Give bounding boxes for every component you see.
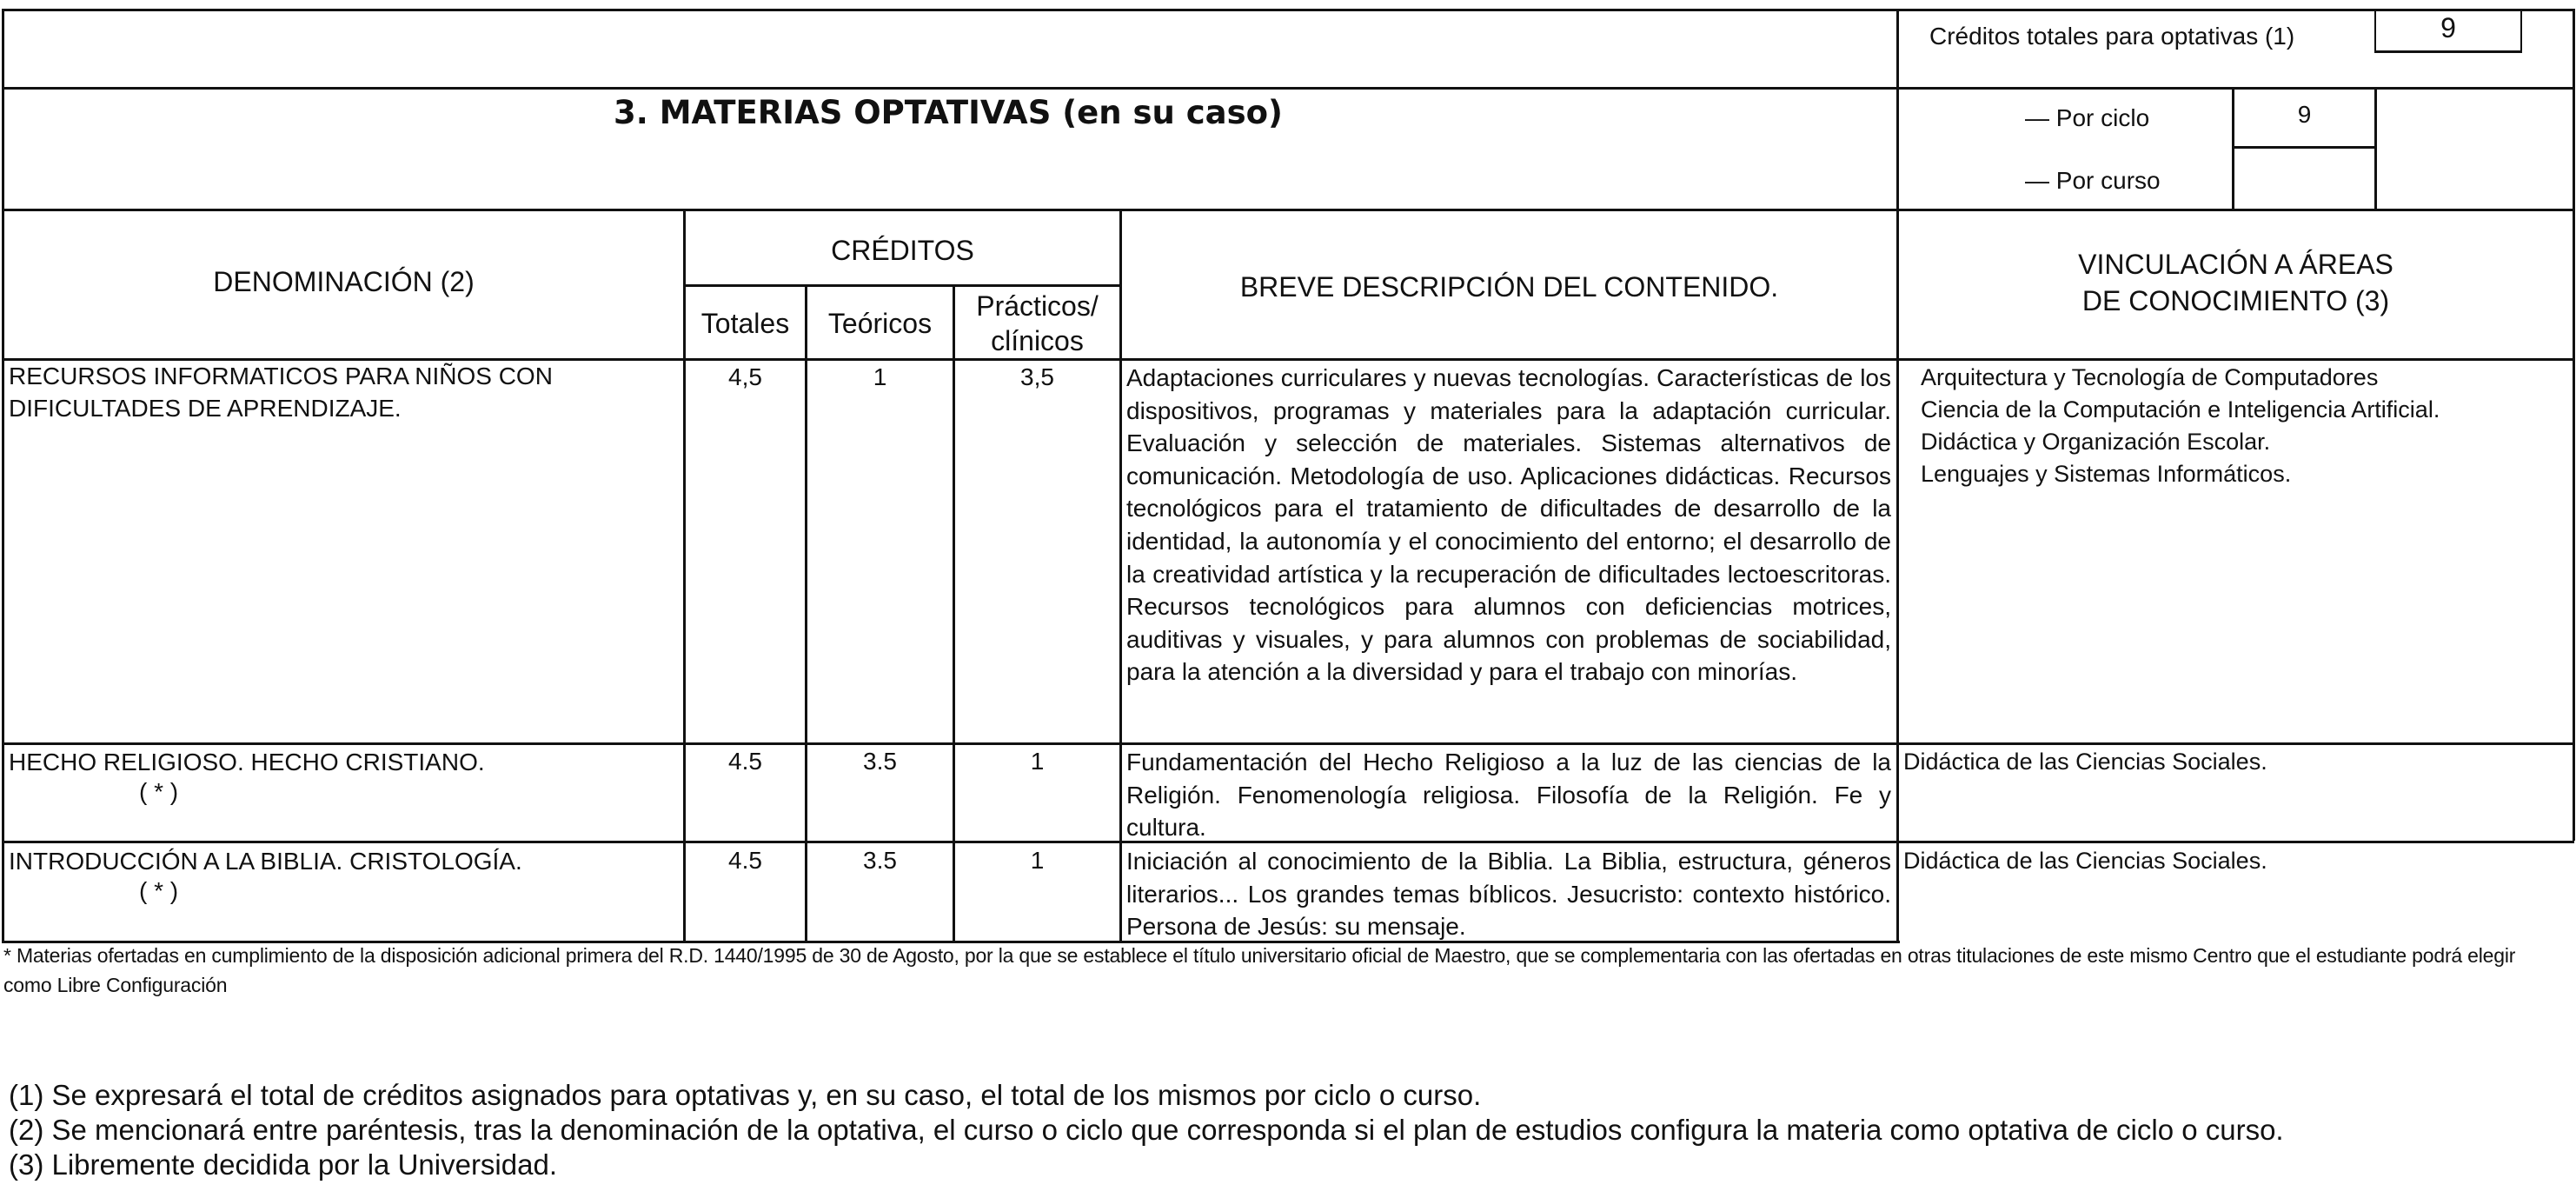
col-descripcion: BREVE DESCRIPCIÓN DEL CONTENIDO. <box>1239 271 1779 303</box>
row-teoricos: 3.5 <box>863 847 897 874</box>
por-ciclo-value: 9 <box>2297 101 2312 128</box>
row-name-line-2: DIFICULTADES DE APRENDIZAJE. <box>9 395 402 422</box>
row-practicos: 3,5 <box>1020 363 1054 390</box>
row-totales: 4,5 <box>728 363 762 390</box>
row-descripcion: Iniciación al conocimiento de la Biblia. La Biblia, estructura, géneros literarios... Los grandes temas bíblicos. Jesucristo: contexto histórico. Persona de Jesús: su mensaje. <box>1126 848 1891 941</box>
rule-left <box>2 9 4 942</box>
rule-header-2 <box>2 209 2574 211</box>
row-totales: 4.5 <box>728 847 762 874</box>
col-creditos: CRÉDITOS <box>831 235 974 266</box>
rule-top <box>2 9 2574 11</box>
row-name-line-1: RECURSOS INFORMATICOS PARA NIÑOS CON <box>9 363 553 389</box>
row-name-line-1: INTRODUCCIÓN A LA BIBLIA. CRISTOLOGÍA. <box>9 848 522 875</box>
col-practicos-line-2: clínicos <box>991 325 1084 356</box>
total-credits-value: 9 <box>2440 12 2456 43</box>
row-practicos: 1 <box>1030 847 1045 874</box>
total-credits-box <box>2374 10 2522 53</box>
row-area: Didáctica de las Ciencias Sociales. <box>1903 848 2267 874</box>
por-ciclo-label: — Por ciclo <box>2025 104 2150 131</box>
row-name-line-1: HECHO RELIGIOSO. HECHO CRISTIANO. <box>9 749 485 775</box>
row-totales: 4.5 <box>728 748 762 775</box>
por-curso-label: — Por curso <box>2025 167 2161 194</box>
note-1: (1) Se expresará el total de créditos asignados para optativas y, en su caso, el total de los mismos por ciclo o curso. <box>9 1079 1482 1111</box>
row-teoricos: 3.5 <box>863 748 897 775</box>
rule-ciclo-box <box>2232 146 2374 149</box>
row-descripcion: Fundamentación del Hecho Religioso a la luz de las ciencias de la Religión. Fenomenología religiosa. Filosofía de la Religión. Fe y cultura. <box>1126 749 1891 842</box>
page-title: 3. MATERIAS OPTATIVAS (en su caso) <box>614 94 1283 131</box>
row-area: Ciencia de la Computación e Inteligencia Artificial. <box>1921 396 2440 423</box>
col-practicos-line-1: Prácticos/ <box>976 290 1099 322</box>
col-vinculacion-line-1: VINCULACIÓN A ÁREAS <box>2078 249 2393 280</box>
note-2: (2) Se mencionará entre paréntesis, tras la denominación de la optativa, el curso o ciclo que corresponda si el plan de estudios configura la materia como optativa de ciclo o curso. <box>9 1114 2284 1146</box>
rule-right <box>2573 9 2575 841</box>
rule-creditos <box>685 284 1119 287</box>
row-area: Lenguajes y Sistemas Informáticos. <box>1921 461 2292 487</box>
row-practicos: 1 <box>1030 748 1045 775</box>
row-name-line-2: ( * ) <box>139 778 179 805</box>
col-denominacion: DENOMINACIÓN (2) <box>213 266 475 297</box>
col-vinculacion-line-2: DE CONOCIMIENTO (3) <box>2081 285 2390 316</box>
rule-col-vinc <box>1896 9 1899 942</box>
note-3: (3) Libremente decidida por la Universidad. <box>9 1148 557 1181</box>
row-area: Didáctica y Organización Escolar. <box>1921 429 2271 455</box>
row-area: Arquitectura y Tecnología de Computadores <box>1921 364 2379 390</box>
col-totales: Totales <box>700 308 790 339</box>
rule-col-desc <box>1119 209 1122 942</box>
footnote: * Materias ofertadas en cumplimiento de la disposición adicional primera del R.D. 1440/1995 de 30 de Agosto, por la que se establece el título universitario oficial de Maestro, que se complementaria con las ofertadas en otras titulaciones de este mismo Centro que el estudiante podrá elegir como Libre Configuración <box>3 944 2516 996</box>
row-descripcion: Adaptaciones curriculares y nuevas tecnologías. Características de los dispositivos, programas y materiales para la adaptación curricular. Evaluación y selección de materiales. Sistemas alternativos de comunicación. Metodología de uso. Aplicaciones didácticas. Recursos tecnológicos para el tratamiento de dificultades de desarrollo de la identidad, la autonomía y el conocimiento del entorno; el desarrollo de la creatividad artística y la recuperación de dificultades lectoescritoras. Recursos tecnológicos para alumnos con deficiencias motrices, auditivas y visuales, y para alumnos con problemas de sociabilidad, para la atención a la diversidad y para el trabajo con minorías. <box>1126 364 1891 686</box>
row-name-line-2: ( * ) <box>139 877 179 904</box>
row-area: Didáctica de las Ciencias Sociales. <box>1903 749 2267 775</box>
row-teoricos: 1 <box>873 363 887 390</box>
total-credits-label: Créditos totales para optativas (1) <box>1929 23 2295 50</box>
rule-header-1 <box>2 87 2574 90</box>
col-teoricos: Teóricos <box>827 308 933 339</box>
rule-row-1 <box>2 742 2574 745</box>
rule-ciclo-right <box>2374 87 2377 209</box>
